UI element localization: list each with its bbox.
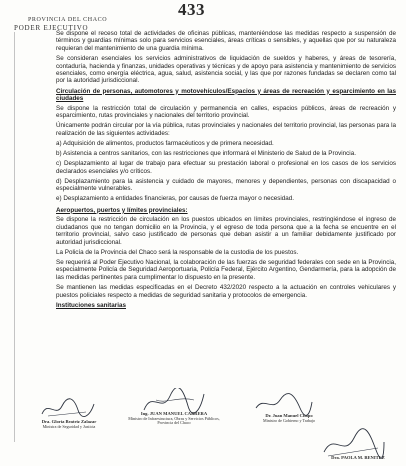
document-body <box>56 30 396 311</box>
paragraph-requerira: Se requerirá al Poder Ejecutivo Nacional, la colaboración de las fuerzas de seguridad federales con sede en la Provincia, especialmente Policía de Seguridad Aeroportuaria, Policía Federal, Ejército Argentino, Gendarmería, para la adopción de las medidas pertinentes para cumplimentar lo dispuesto en la presente. <box>56 259 396 281</box>
paragraph-limites: Se dispone la restricción de circulación en los puestos ubicados en límites provinciales, restringiéndose el ingreso de ciudadanos que no tengan domicilio en la Provincia, y el egreso de toda persona que a la fecha se encuentre en el territorio provincial, salvo caso justificado de personas que deban asistir a un familiar debidamente justificado por autoridad jurisdiccional. <box>56 216 396 246</box>
list-item-d: d) Desplazamiento para la asistencia y cuidado de mayores, menores y dependientes, personas con discapacidad o especialmente vulnerables. <box>56 177 396 193</box>
signature-3-name: Dr. Juan Manuel Chapo <box>265 413 313 418</box>
heading-circulacion: Circulación de personas, automotores y motovehículos/Espacios y áreas de recreación y esparcimiento en las ciudades <box>56 87 396 102</box>
list-item-e: e) Desplazamiento a entidades financieras, por causas de fuerza mayor o necesidad. <box>56 195 295 203</box>
header-province: PROVINCIA DEL CHACO <box>28 17 108 23</box>
signature-1 <box>28 420 110 429</box>
paragraph-unicamente: Únicamente podrán circular por la vía pública, rutas provinciales y nacionales del territorio provincial, las personas para la realización de las siguientes actividades: <box>56 122 396 137</box>
signature-2 <box>126 412 222 426</box>
signature-block <box>0 388 406 466</box>
signature-4-name: Dra. PAOLA M. BENITEZ <box>331 455 385 460</box>
list-item-c: c) Desplazamiento al lugar de trabajo para efectuar su prestación laboral o profesional en los casos de los servicios declarados esenciales y/o críticos. <box>56 160 396 175</box>
paragraph-policia: La Policía de la Provincia del Chaco será la responsable de la custodia de los puestos. <box>56 248 299 256</box>
signature-1-title: Ministra de Seguridad y Justicia <box>42 423 96 429</box>
signature-4 <box>318 456 398 461</box>
paragraph-receso: Se dispone el receso total de actividades de oficinas públicas, manteniéndose las medidas respecto a suspensión de términos y guardias mínimas solo para servicios esenciales, áreas críticas o sensibles, y aquellas que por su naturaleza requieran del mantenimiento de una guardia mínima. <box>56 30 396 52</box>
list-item-a: a) Adquisición de alimentos, productos farmacéuticos y de primera necesidad. <box>56 139 274 147</box>
signature-2-title: Ministro de Infraestructura, Obras y Servicios Públicos, Provincia del Chaco <box>128 415 220 426</box>
heading-instituciones: Instituciones sanitarias <box>56 301 126 309</box>
paragraph-esenciales: Se consideran esenciales los servicios administrativos de liquidación de sueldos y haberes, y áreas de tesorería, contaduría, hacienda y finanzas, unidades operativas y técnicas y de apoyo para asistencia y mantenimiento de servicios esenciales, como energía eléctrica, agua, salud, asistencia social, y las que por razones fundadas se declaren como tal por la autoridad jurisdiccional. <box>56 55 396 85</box>
paragraph-restriccion: Se dispone la restricción total de circulación y permanencia en calles, espacios públicos, áreas de recreación y esparcimiento, rutas provinciales y nacionales del territorio provincial. <box>56 104 396 120</box>
signature-2-name: Ing. JUAN MANUEL CABRERA <box>140 411 208 416</box>
heading-aeropuertos: Aeropuertos, puertos y límites provinciales: <box>56 206 188 214</box>
page-number: 433 <box>178 0 205 19</box>
signature-3 <box>244 414 334 423</box>
margin-rule <box>14 32 15 442</box>
list-item-b: b) Asistencia a centros sanitarios, con las restricciones que informará el Ministerio de Salud de la Provincia. <box>56 149 356 157</box>
header-power: PODER EJECUTIVO <box>14 24 89 32</box>
signature-1-name: Dra. Gloria Beatriz Zalazar <box>41 419 97 424</box>
signature-3-title: Ministro de Gobierno y Trabajo <box>262 417 316 423</box>
paragraph-decreto: Se mantienen las medidas especificadas en el Decreto 432/2020 respecto a la actuación en controles vehiculares y puestos policiales respecto a medidas de seguridad sanitaria y protocolos de emergencia. <box>56 284 396 299</box>
